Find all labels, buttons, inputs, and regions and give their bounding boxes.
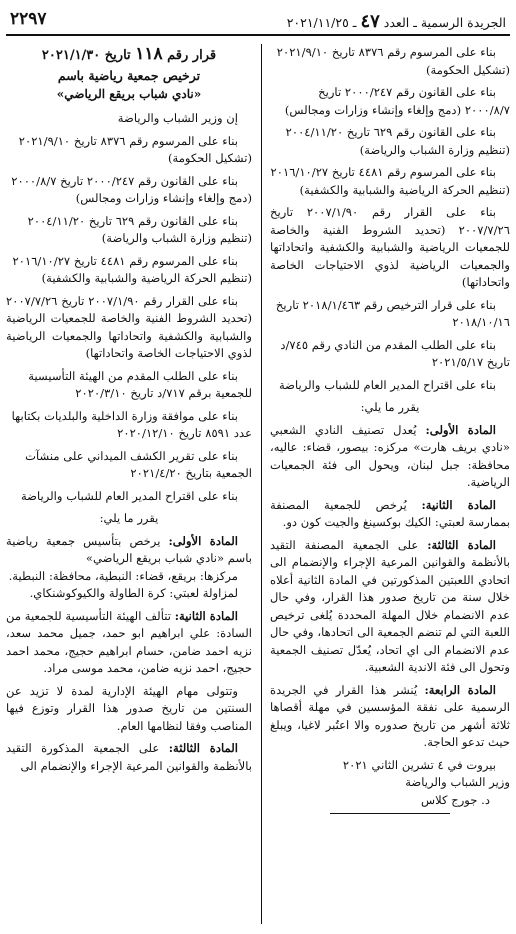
preamble-3: بناء على القانون رقم ٦٢٩ تاريخ ٢٠٠٤/١١/٢٠ (تنظيم وزارة الشباب والرياضة) [285, 125, 510, 157]
article-3 [6, 740, 252, 775]
decision-date: تاريخ ٢٠٢١/١/٣٠ [41, 48, 131, 63]
article-1 [270, 422, 510, 492]
preamble-4: بناء على المرسوم رقم ٤٤٨١ تاريخ ٢٠١٦/١٠/٢٧ (تنظيم الحركة الرياضية والشبابية والكشفية) [12, 253, 252, 285]
article-4 [270, 682, 510, 752]
minister-line: إن وزير الشباب والرياضة [117, 111, 238, 125]
preamble-1: بناء على المرسوم رقم ٨٣٧٦ تاريخ ٢٠٢١/٩/١٠ (تشكيل الحكومة) [276, 45, 510, 77]
article-2-label: المادة الثانية: [174, 608, 238, 623]
decision-prefix: قرار رقم [167, 48, 217, 63]
preamble-3: بناء على القانون رقم ٦٢٩ تاريخ ٢٠٠٤/١١/٢٠ (تنظيم وزارة الشباب والرياضة) [27, 213, 252, 245]
left-column [6, 44, 252, 775]
decides-heading: يقرر ما يلي: [99, 511, 159, 525]
page-number: ٢٢٩٧ [10, 9, 47, 29]
signature-rule [330, 813, 450, 814]
signature-date: بيروت في ٤ تشرين الثاني ٢٠٢١ [342, 757, 496, 772]
decision-title: ترخيص جمعية رياضية باسم [57, 68, 201, 83]
article-1-text: يرخص بتأسيس جمعية رياضية باسم «نادي شباب بريقع الرياضي» [6, 533, 252, 565]
decides-heading: يقرر ما يلي: [360, 400, 420, 414]
preamble-8: بناء على اقتراح المدير العام للشباب والرياضة [278, 377, 496, 392]
preamble-9: بناء على اقتراح المدير العام للشباب والرياضة [20, 488, 238, 503]
article-1-games: لمزاولة لعبتي: كرة الطاولة والكيوكوشنكاي. [29, 586, 238, 600]
issue-number: ٤٧ [360, 11, 380, 32]
signature-title: وزير الشباب والرياضة [405, 775, 510, 789]
article-4-label: المادة الرابعة: [424, 682, 496, 697]
preamble-1: بناء على المرسوم رقم ٨٣٧٦ تاريخ ٢٠٢١/٩/١٠ (تشكيل الحكومة) [18, 133, 252, 165]
preamble-2: بناء على القانون رقم ٢٠٠٠/٢٤٧ تاريخ ٢٠٠٠/٨/٧ (دمج وإلغاء وإنشاء وزارات ومجالس) [284, 85, 510, 117]
decision-number: ١١٨ [135, 44, 163, 64]
article-3-text: على الجمعية المصنفة التقيد بالأنظمة والقوانين المرعية الإجراء والإنضمام الى اتحادي اللعبتين المذكورتين في المادة الثانية أعلاه خلال سنة من تاريخ صدور هذا القرار، وفي حال عدم الانضمام خلال المهلة المحددة يُلغى ترخيص اللعبة التي لم تنضم الجمعية الى اتحادها، وفي حال عدم الانضمام الى اي اتحاد، يُعدّل تصنيف الجمعية وتحول الى فئة الاندية الشعبية. [270, 537, 510, 674]
issue-date: ـ ٢٠٢١/١١/٢٥ [286, 15, 357, 30]
article-1-label: المادة الأولى: [168, 533, 238, 548]
preamble-4: بناء على المرسوم رقم ٤٤٨١ تاريخ ٢٠١٦/١٠/٢٧ (تنظيم الحركة الرياضية والشبابية والكشفية) [270, 165, 510, 197]
article-2-continued: وتتولى مهام الهيئة الإدارية لمدة لا تزيد عن السنتين من تاريخ صدور هذا القرار وتوزع فيها المناصب وفقا لنظامها العام. [6, 683, 252, 733]
article-1 [6, 533, 252, 568]
decision-heading [6, 44, 252, 66]
article-3-label: المادة الثالثة: [168, 741, 238, 755]
article-2 [270, 497, 510, 532]
article-1-location: مركزها: بريقع، قضاء: النبطية، محافظة: النبطية. [8, 568, 238, 583]
page-header [6, 4, 510, 36]
article-2 [6, 608, 252, 678]
publication-name: الجريدة الرسمية ـ العدد [383, 15, 506, 30]
article-3 [270, 537, 510, 677]
preamble-6: بناء على الطلب المقدم من الهيئة التأسيسية للجمعية برقم ٧١٧/د تاريخ ٢٠٢٠/٣/١٠ [28, 368, 252, 400]
club-name: «نادي شباب بريقع الرياضي» [56, 87, 202, 101]
article-2-text: يُرخص للجمعية المصنفة بممارسة لعبتي: الكيك بوكسينغ والجيت كون دو. [270, 497, 510, 529]
article-2-label: المادة الثانية: [421, 497, 496, 512]
header-title [287, 11, 506, 32]
preamble-5: بناء على القرار رقم ٢٠٠٧/١/٩٠ تاريخ ٢٠٠٧/٧/٢٦ (تحديد الشروط الفنية والخاصة للجمعيات الرياضية والشبابية والكشفية واتحاداتها والجمعيات الرياضية لذوي الاحتياجات الخاصة واتحاداتها) [270, 205, 510, 289]
preamble-7: بناء على الطلب المقدم من النادي رقم ٧٤٥/د تاريخ ٢٠٢١/٥/١٧ [280, 337, 510, 369]
right-column [270, 44, 510, 814]
article-3-text: على الجمعية المذكورة التقيد بالأنظمة والقوانين المرعية الإجراء والإنضمام الى [6, 741, 252, 773]
column-divider [261, 44, 262, 924]
preamble-6: بناء على قرار الترخيص رقم ٢٠١٨/١/٤٦٣ تاريخ ٢٠١٨/١٠/١٦ [275, 297, 510, 329]
preamble-2: بناء على القانون رقم ٢٠٠٠/٢٤٧ تاريخ ٢٠٠٠/٨/٧ (دمج وإلغاء وإنشاء وزارات ومجالس) [11, 173, 252, 205]
article-4-text: يُنشر هذا القرار في الجريدة الرسمية على نفقة المؤسسين في مهلة أقصاها ثلاثة أشهر من تاريخ صدوره والا اعتُبر لاغيا، ويبلغ حيث تدعو الحاجة. [270, 682, 510, 749]
preamble-8: بناء على تقرير الكشف الميداني على منشآت الجمعية بتاريخ ٢٠٢١/٤/٢٠ [25, 448, 252, 480]
article-3-label: المادة الثالثة: [427, 537, 497, 552]
signature-name: د. جورج كلاس [420, 792, 490, 807]
article-1-text: يُعدل تصنيف النادي الشعبي «نادي بريف هارت» مركزه: بيصور، قضاء: عاليه، محافظة: جبل لبنان، ويحول الى فئة الجمعيات الرياضية. [270, 422, 510, 489]
article-2-text: تتألف الهيئة التأسيسية للجمعية من السادة: علي ابراهيم ابو حمد، جميل محمد سعد، نزيه احمد ضامن، حسام ابراهيم حجيج، محمد احمد حجيج، احمد نزيه ضامن، محمد موسى مراد. [6, 608, 252, 675]
preamble-5: بناء على القرار رقم ٢٠٠٧/١/٩٠ تاريخ ٢٠٠٧/٧/٢٦ (تحديد الشروط الفنية والخاصة للجمعيات الرياضية والشبابية والكشفية واتحاداتها والجمعيات الرياضية لذوي الاحتياجات الخاصة واتحاداتها) [6, 293, 252, 360]
article-1-label: المادة الأولى: [425, 422, 496, 437]
preamble-7: بناء على موافقة وزارة الداخلية والبلديات بكتابها عدد ٨٥٩١ تاريخ ٢٠٢٠/١٢/١٠ [11, 408, 252, 440]
